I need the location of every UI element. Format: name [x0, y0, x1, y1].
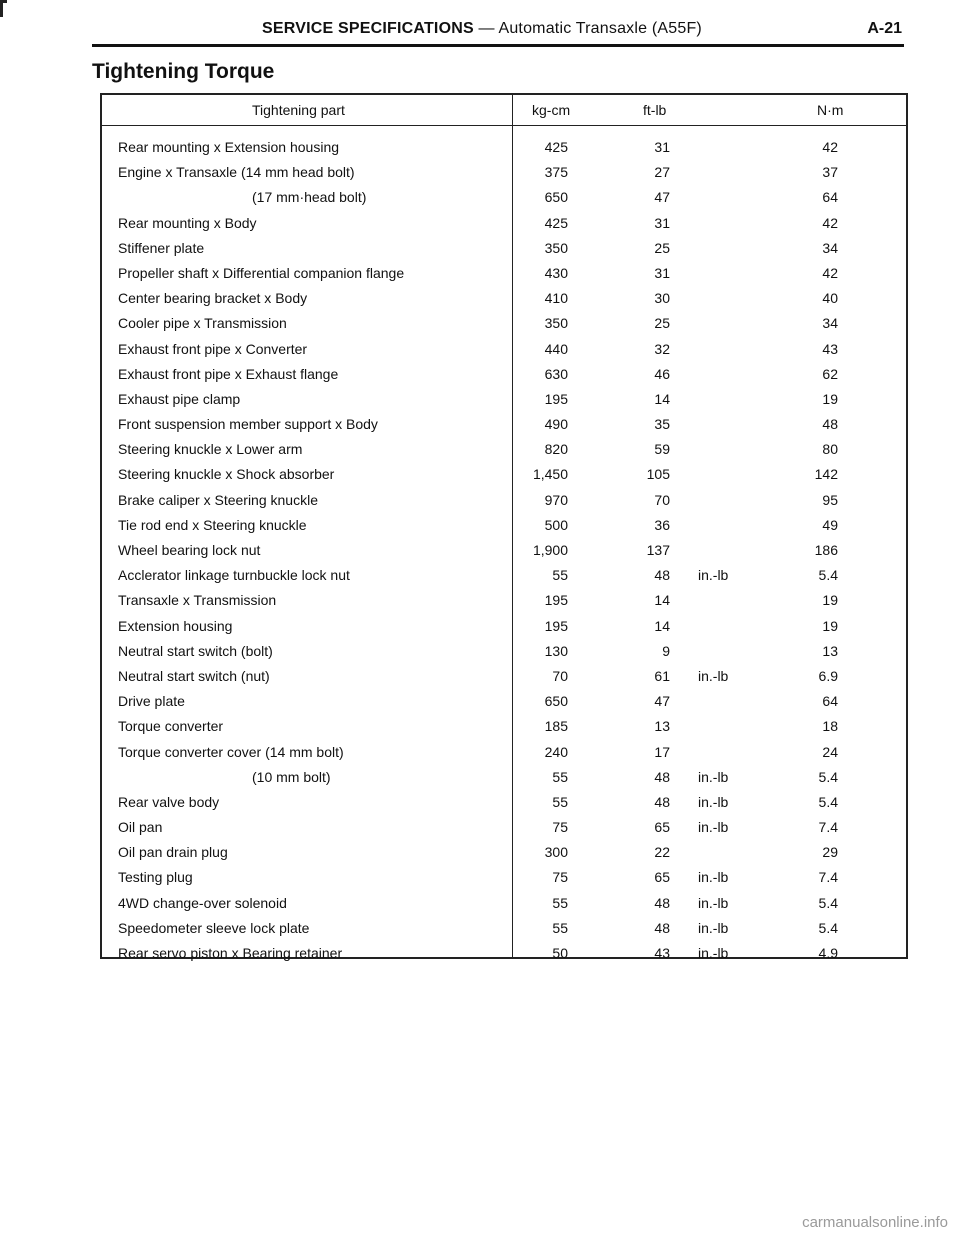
cell-nm: 7.4	[818, 819, 838, 836]
cell-kg-cm: 55	[552, 894, 568, 911]
cell-part: Rear valve body	[118, 793, 220, 810]
cell-ft-lb: 25	[654, 315, 670, 332]
cell-nm: 43	[822, 340, 838, 357]
cell-kg-cm: 490	[544, 416, 568, 433]
table-row	[102, 340, 906, 365]
cell-nm: 40	[822, 290, 838, 307]
cell-ft-lb: 32	[654, 340, 670, 357]
scan-corner-mark	[0, 0, 7, 17]
cell-nm: 95	[822, 491, 838, 508]
torque-table	[100, 93, 908, 959]
cell-part: Wheel bearing lock nut	[118, 542, 261, 558]
cell-part: Drive plate	[118, 693, 185, 710]
table-row	[102, 642, 906, 667]
table-row	[102, 188, 906, 213]
cell-nm: 62	[822, 365, 838, 382]
cell-ft-lb: 14	[654, 592, 670, 609]
cell-part: Oil pan drain plug	[118, 844, 228, 861]
table-row	[102, 365, 906, 390]
cell-kg-cm: 75	[552, 819, 568, 836]
table-row	[102, 289, 906, 314]
header-title-bold: SERVICE SPECIFICATIONS	[262, 20, 474, 37]
table-row	[102, 617, 906, 642]
cell-kg-cm: 500	[544, 516, 568, 533]
cell-part: Propeller shaft x Differential companion flange	[118, 264, 405, 281]
cell-ft-lb: 17	[654, 743, 670, 760]
cell-ft-lb-unit: in.-lb	[698, 894, 729, 911]
cell-kg-cm: 185	[544, 718, 568, 735]
table-row	[102, 894, 906, 919]
cell-kg-cm: 350	[544, 239, 568, 256]
cell-part: Testing plug	[118, 869, 193, 886]
cell-nm: 64	[822, 189, 838, 206]
table-row	[102, 264, 906, 289]
cell-kg-cm: 430	[544, 264, 568, 281]
header-rule	[102, 125, 906, 126]
cell-nm: 19	[822, 617, 838, 634]
cell-part: Center bearing bracket x Body	[118, 290, 308, 307]
cell-ft-lb: 65	[654, 819, 670, 836]
cell-nm: 4.9	[818, 945, 838, 961]
cell-nm: 5.4	[818, 894, 838, 911]
cell-ft-lb: 31	[654, 214, 670, 231]
cell-nm: 5.4	[818, 567, 838, 584]
cell-ft-lb: 14	[654, 390, 670, 407]
cell-nm: 34	[822, 239, 838, 256]
cell-nm: 5.4	[818, 793, 838, 810]
cell-nm: 64	[822, 693, 838, 710]
table-body	[102, 138, 906, 969]
cell-ft-lb: 48	[654, 768, 670, 785]
cell-ft-lb: 70	[654, 491, 670, 508]
cell-kg-cm: 1,450	[532, 466, 568, 483]
column-header-part: Tightening part	[252, 102, 345, 118]
cell-part: Tie rod end x Steering knuckle	[118, 516, 307, 533]
cell-part: 4WD change-over solenoid	[118, 894, 287, 911]
cell-kg-cm: 300	[544, 844, 568, 861]
cell-kg-cm: 970	[544, 491, 568, 508]
table-row	[102, 919, 906, 944]
cell-part: Exhaust pipe clamp	[118, 390, 241, 407]
table-row	[102, 415, 906, 440]
table-row	[102, 491, 906, 516]
cell-part: Speedometer sleeve lock plate	[118, 919, 310, 936]
table-row	[102, 743, 906, 768]
cell-kg-cm: 425	[544, 214, 568, 231]
cell-part: Rear mounting x Extension housing	[118, 139, 340, 155]
cell-ft-lb: 105	[646, 466, 670, 483]
cell-nm: 7.4	[818, 869, 838, 886]
cell-part: Neutral start switch (nut)	[118, 667, 270, 684]
table-row	[102, 793, 906, 818]
table-row	[102, 390, 906, 415]
cell-kg-cm: 1,900	[532, 542, 568, 558]
cell-kg-cm: 240	[544, 743, 568, 760]
cell-kg-cm: 130	[544, 642, 568, 659]
cell-ft-lb: 59	[654, 441, 670, 458]
cell-kg-cm: 195	[544, 617, 568, 634]
cell-ft-lb: 25	[654, 239, 670, 256]
table-row	[102, 214, 906, 239]
cell-part: Rear mounting x Body	[118, 214, 257, 231]
cell-part: Front suspension member support x Body	[118, 416, 378, 433]
cell-kg-cm: 650	[544, 189, 568, 206]
cell-part: Stiffener plate	[118, 239, 205, 256]
cell-kg-cm: 425	[544, 139, 568, 155]
cell-part: Rear servo piston x Bearing retainer	[118, 945, 343, 961]
cell-kg-cm: 630	[544, 365, 568, 382]
watermark: carmanualsonline.info	[802, 1214, 948, 1231]
cell-ft-lb: 46	[654, 365, 670, 382]
table-row	[102, 717, 906, 742]
cell-part: Extension housing	[118, 617, 233, 634]
table-row	[102, 239, 906, 264]
cell-nm: 34	[822, 315, 838, 332]
cell-part: Steering knuckle x Lower arm	[118, 441, 303, 458]
table-row	[102, 566, 906, 591]
cell-part: Torque converter cover (14 mm bolt)	[118, 743, 344, 760]
cell-nm: 42	[822, 214, 838, 231]
header-title-rest: — Automatic Transaxle (A55F)	[473, 20, 702, 37]
cell-nm: 19	[822, 390, 838, 407]
cell-kg-cm: 75	[552, 869, 568, 886]
column-header-ft-lb: ft-lb	[643, 102, 667, 118]
cell-ft-lb: 47	[654, 693, 670, 710]
table-row	[102, 818, 906, 843]
cell-part: Brake caliper x Steering knuckle	[118, 491, 318, 508]
cell-ft-lb: 35	[654, 416, 670, 433]
cell-nm: 37	[822, 164, 838, 181]
table-row	[102, 591, 906, 616]
table-row	[102, 163, 906, 188]
table-row	[102, 667, 906, 692]
cell-ft-lb-unit: in.-lb	[698, 869, 729, 886]
cell-part: Exhaust front pipe x Converter	[118, 340, 308, 357]
table-row	[102, 314, 906, 339]
section-title: Tightening Torque	[92, 60, 275, 83]
table-row	[102, 944, 906, 969]
cell-nm: 186	[814, 542, 838, 558]
cell-kg-cm: 70	[552, 667, 568, 684]
cell-ft-lb: 48	[654, 567, 670, 584]
column-header-nm: N·m	[817, 102, 844, 118]
cell-ft-lb-unit: in.-lb	[698, 945, 729, 961]
cell-kg-cm: 50	[552, 945, 568, 961]
table-row	[102, 516, 906, 541]
table-row	[102, 843, 906, 868]
cell-ft-lb: 14	[654, 617, 670, 634]
cell-ft-lb: 30	[654, 290, 670, 307]
page-header	[92, 18, 904, 47]
cell-part: Steering knuckle x Shock absorber	[118, 466, 335, 483]
cell-ft-lb-unit: in.-lb	[698, 667, 729, 684]
cell-nm: 18	[822, 718, 838, 735]
cell-nm: 13	[822, 642, 838, 659]
cell-kg-cm: 410	[544, 290, 568, 307]
cell-ft-lb: 13	[654, 718, 670, 735]
cell-kg-cm: 195	[544, 390, 568, 407]
cell-ft-lb: 31	[654, 139, 670, 155]
cell-ft-lb: 65	[654, 869, 670, 886]
cell-ft-lb-unit: in.-lb	[698, 819, 729, 836]
cell-kg-cm: 440	[544, 340, 568, 357]
header-title	[262, 20, 702, 38]
cell-nm: 48	[822, 416, 838, 433]
cell-part: (10 mm bolt)	[252, 768, 331, 785]
cell-ft-lb: 48	[654, 793, 670, 810]
cell-nm: 42	[822, 264, 838, 281]
page-number: A-21	[867, 20, 902, 37]
cell-ft-lb: 36	[654, 516, 670, 533]
cell-nm: 42	[822, 139, 838, 155]
table-row	[102, 692, 906, 717]
cell-kg-cm: 650	[544, 693, 568, 710]
cell-nm: 24	[822, 743, 838, 760]
cell-nm: 142	[814, 466, 838, 483]
cell-ft-lb: 48	[654, 919, 670, 936]
cell-kg-cm: 375	[544, 164, 568, 181]
cell-ft-lb-unit: in.-lb	[698, 793, 729, 810]
cell-nm: 5.4	[818, 919, 838, 936]
cell-nm: 80	[822, 441, 838, 458]
cell-part: Cooler pipe x Transmission	[118, 315, 287, 332]
cell-ft-lb: 22	[654, 844, 670, 861]
cell-nm: 29	[822, 844, 838, 861]
cell-ft-lb: 61	[654, 667, 670, 684]
cell-ft-lb-unit: in.-lb	[698, 768, 729, 785]
table-row	[102, 465, 906, 490]
cell-kg-cm: 820	[544, 441, 568, 458]
cell-part: Oil pan	[118, 819, 163, 836]
cell-nm: 5.4	[818, 768, 838, 785]
cell-nm: 49	[822, 516, 838, 533]
table-row	[102, 440, 906, 465]
cell-ft-lb: 31	[654, 264, 670, 281]
cell-kg-cm: 55	[552, 768, 568, 785]
cell-kg-cm: 55	[552, 919, 568, 936]
cell-part: Acclerator linkage turnbuckle lock nut	[118, 567, 350, 584]
column-header-kg-cm: kg-cm	[532, 102, 571, 118]
table-row	[102, 868, 906, 893]
cell-part: Torque converter	[118, 718, 224, 735]
cell-ft-lb-unit: in.-lb	[698, 567, 729, 584]
cell-ft-lb: 47	[654, 189, 670, 206]
cell-ft-lb: 43	[654, 945, 670, 961]
cell-nm: 19	[822, 592, 838, 609]
cell-ft-lb-unit: in.-lb	[698, 919, 729, 936]
cell-part: Neutral start switch (bolt)	[118, 642, 273, 659]
cell-part: Transaxle x Transmission	[118, 592, 277, 609]
cell-kg-cm: 350	[544, 315, 568, 332]
cell-ft-lb: 137	[646, 542, 670, 558]
cell-part: Engine x Transaxle (14 mm head bolt)	[118, 164, 355, 181]
table-row	[102, 541, 906, 566]
table-row	[102, 768, 906, 793]
cell-ft-lb: 9	[662, 642, 670, 659]
cell-ft-lb: 27	[654, 164, 670, 181]
cell-kg-cm: 195	[544, 592, 568, 609]
cell-kg-cm: 55	[552, 793, 568, 810]
cell-nm: 6.9	[818, 667, 838, 684]
cell-part: (17 mm·head bolt)	[252, 189, 367, 206]
table-row	[102, 138, 906, 163]
cell-kg-cm: 55	[552, 567, 568, 584]
cell-part: Exhaust front pipe x Exhaust flange	[118, 365, 339, 382]
cell-ft-lb: 48	[654, 894, 670, 911]
